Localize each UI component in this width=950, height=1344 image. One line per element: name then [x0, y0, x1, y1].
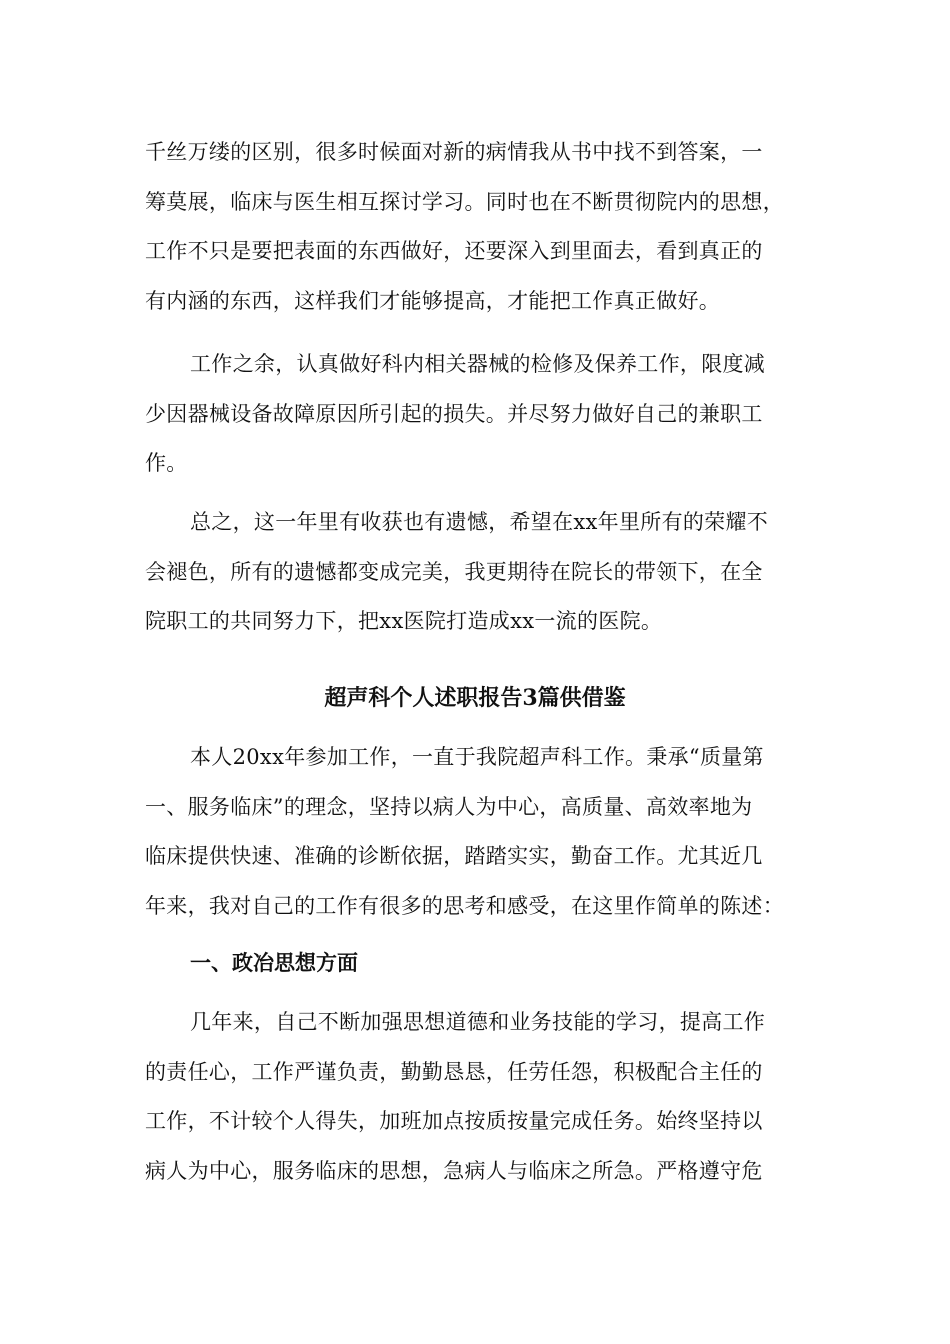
paragraph-line: 病人为中心，服务临床的思想，急病人与临床之所急。严格遵守危: [145, 1159, 763, 1183]
paragraph-line: 总之，这一年里有收获也有遗憾，希望在xx年里所有的荣耀不: [190, 510, 769, 534]
paragraph-line: 工作，不计较个人得失，加班加点按质按量完成任务。始终坚持以: [145, 1109, 763, 1133]
paragraph-line: 少因器械设备故障原因所引起的损失。并尽努力做好自己的兼职工: [145, 402, 763, 426]
paragraph-line: 一、服务临床”的理念，坚持以病人为中心，高质量、高效率地为: [145, 795, 753, 819]
paragraph-line: 临床提供快速、准确的诊断依据，踏踏实实，勤奋工作。尤其近几: [145, 844, 763, 868]
paragraph-line: 年来，我对自己的工作有很多的思考和感受，在这里作简单的陈述：: [145, 894, 784, 918]
paragraph-line: 会褪色，所有的遗憾都变成完美，我更期待在院长的带领下，在全: [145, 560, 763, 584]
section-title: 超声科个人述职报告3篇供借鉴: [324, 685, 626, 711]
paragraph-line: 作。: [145, 451, 188, 475]
subheading: 一、政冶思想方面: [190, 950, 358, 975]
paragraph-line: 本人20xx年参加工作，一直于我院超声科工作。秉承“质量第: [190, 745, 764, 769]
paragraph-line: 的责任心，工作严谨负责，勤勤恳恳，任劳任怨，积极配合主任的: [145, 1060, 763, 1084]
paragraph-line: 筹莫展，临床与医生相互探讨学习。同时也在不断贯彻院内的思想，: [145, 190, 784, 214]
paragraph-line: 千丝万缕的区别，很多时候面对新的病情我从书中找不到答案，一: [145, 140, 763, 164]
paragraph-line: 有内涵的东西，这样我们才能够提高，才能把工作真正做好。: [145, 289, 721, 313]
paragraph-line: 工作不只是要把表面的东西做好，还要深入到里面去，看到真正的: [145, 239, 763, 263]
paragraph-line: 院职工的共同努力下，把xx医院打造成xx一流的医院。: [145, 609, 663, 633]
paragraph-line: 工作之余，认真做好科内相关器械的检修及保养工作，限度减: [190, 352, 766, 376]
paragraph-line: 几年来，自己不断加强思想道德和业务技能的学习，提高工作: [190, 1010, 766, 1034]
